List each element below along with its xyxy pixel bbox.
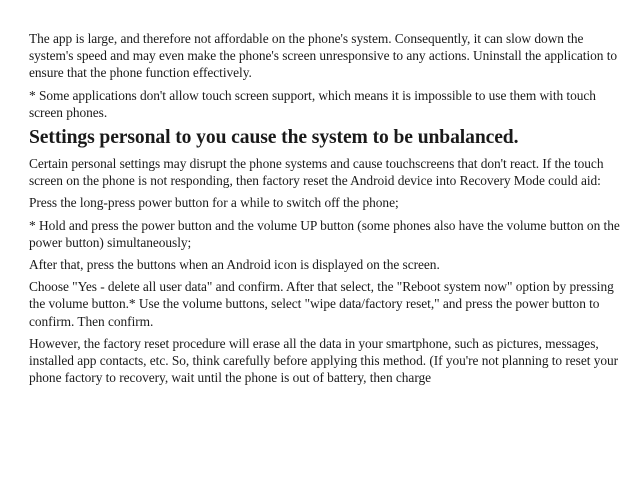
document-page [29, 30, 621, 386]
paragraph-personal-settings: Certain personal settings may disrupt the phone systems and cause touchscreens that don't react. If the touch screen on the phone is not responding, then factory reset the Android device into Recovery Mode could aid: [29, 156, 604, 189]
section-heading: Settings personal to you cause the system to be unbalanced. [29, 127, 519, 149]
paragraph-step-confirm-reset: Choose "Yes - delete all user data" and confirm. After that select, the "Reboot system now" option by pressing the volume button.* Use the volume buttons, select "wipe data/factory reset," and press the power button to confirm. Then confirm. [29, 279, 614, 329]
paragraph-reset-warning: However, the factory reset procedure will erase all the data in your smartphone, such as pictures, messages, installed app contacts, etc. So, think carefully before applying this method. (If you're not planning to reset your phone factory to recovery, wait until the phone is out of battery, then charge [29, 335, 619, 386]
paragraph-step-hold-buttons: * Hold and press the power button and the volume UP button (some phones also have the volume button on the power button) simultaneously; [29, 217, 620, 250]
paragraph-step-power-off: Press the long-press power button for a while to switch off the phone; [29, 195, 399, 211]
paragraph-touch-support-note: * Some applications don't allow touch screen support, which means it is impossible to use them with touch screen phones. [29, 87, 596, 120]
paragraph-step-android-icon: After that, press the buttons when an Android icon is displayed on the screen. [29, 257, 440, 273]
paragraph-app-too-large: The app is large, and therefore not affordable on the phone's system. Consequently, it can slow down the system's speed and may even make the phone's screen unresponsive to any actions. Uninstall the application to ensure that the phone function effectively. [29, 31, 618, 81]
